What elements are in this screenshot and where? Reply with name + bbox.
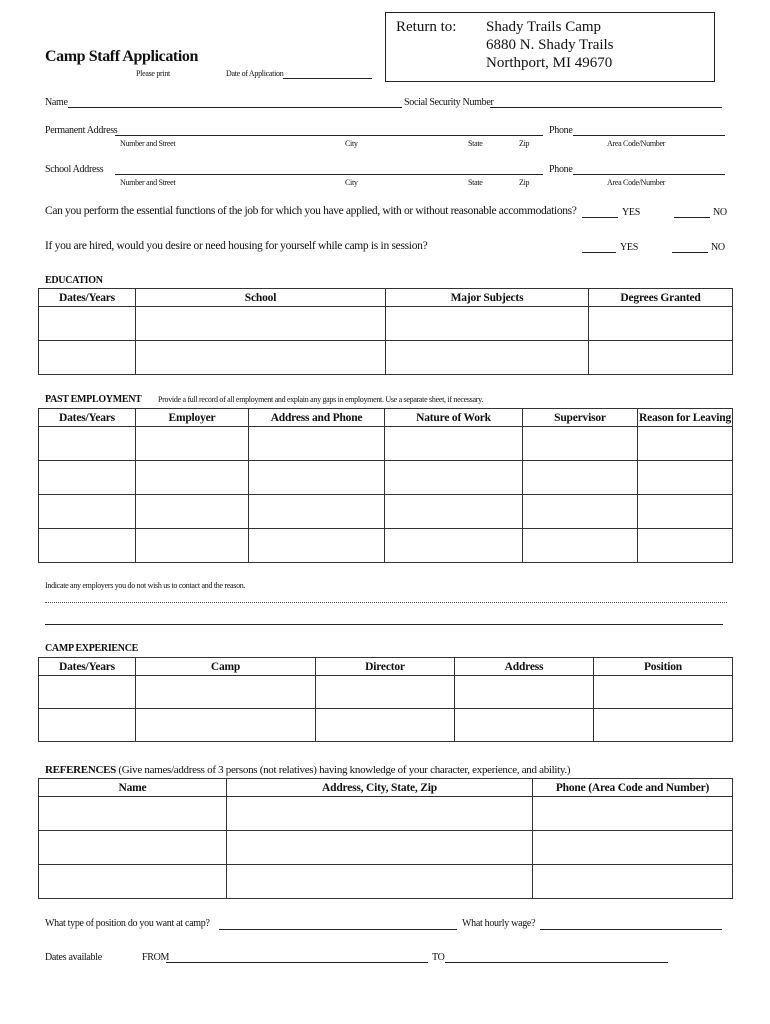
camp-col-dates: Dates/Years (39, 658, 136, 676)
q2-yes-label: YES (620, 242, 638, 253)
table-cell[interactable] (523, 529, 638, 563)
return-line-1: Shady Trails Camp (486, 19, 602, 35)
emp-col-employer: Employer (136, 409, 249, 427)
table-cell[interactable] (136, 427, 249, 461)
position-label: What type of position do you want at camp? (45, 918, 210, 929)
employment-instruction: Provide a full record of all employment and explain any gaps in employment. Use a separate sheet, if necessary. (158, 395, 483, 404)
table-cell[interactable] (638, 461, 733, 495)
table-cell[interactable] (455, 676, 594, 709)
form-title: Camp Staff Application (45, 48, 198, 65)
table-cell[interactable] (523, 427, 638, 461)
dates-available-label: Dates available (45, 952, 102, 963)
references-instruction: (Give names/address of 3 persons (not relatives) having knowledge of your character, experience, and ability.) (118, 764, 571, 776)
employment-table (38, 408, 733, 563)
table-row (39, 865, 733, 899)
table-cell[interactable] (385, 427, 523, 461)
q1-yes-blank[interactable] (582, 217, 618, 218)
return-address-box (385, 12, 715, 82)
table-cell[interactable] (249, 529, 385, 563)
camp-experience-heading: CAMP EXPERIENCE (45, 643, 139, 654)
camp-col-address: Address (455, 658, 594, 676)
table-cell[interactable] (589, 307, 733, 341)
table-cell[interactable] (589, 341, 733, 375)
table-cell[interactable] (136, 307, 386, 341)
question-accommodations: Can you perform the essential functions of the job for which you have applied, with or without reasonable accommodations? (45, 205, 577, 217)
table-cell[interactable] (39, 427, 136, 461)
table-cell[interactable] (136, 529, 249, 563)
table-cell[interactable] (533, 797, 733, 831)
please-print-note: Please print (136, 69, 170, 78)
sub-city: City (345, 178, 358, 187)
table-cell[interactable] (385, 461, 523, 495)
q2-yes-blank[interactable] (582, 252, 616, 253)
table-cell[interactable] (227, 831, 533, 865)
table-cell[interactable] (39, 461, 136, 495)
table-cell[interactable] (523, 461, 638, 495)
ssn-label: Social Security Number (404, 97, 494, 108)
table-cell[interactable] (39, 341, 136, 375)
wage-label: What hourly wage? (462, 918, 536, 929)
edu-col-school: School (136, 289, 386, 307)
references-table (38, 778, 733, 899)
table-cell[interactable] (533, 865, 733, 899)
table-cell[interactable] (533, 831, 733, 865)
table-cell[interactable] (227, 797, 533, 831)
camp-col-director: Director (316, 658, 455, 676)
sub-state: State (468, 139, 483, 148)
table-cell[interactable] (136, 709, 316, 742)
employment-heading: PAST EMPLOYMENT (45, 394, 142, 405)
table-cell[interactable] (594, 676, 733, 709)
emp-col-supervisor: Supervisor (523, 409, 638, 427)
question-housing: If you are hired, would you desire or need housing for yourself while camp is in session? (45, 240, 428, 252)
q2-no-label: NO (711, 242, 725, 253)
emp-col-reason: Reason for Leaving (638, 409, 733, 427)
position-field[interactable] (219, 929, 457, 930)
emp-col-nature: Nature of Work (385, 409, 523, 427)
table-row (39, 709, 733, 742)
table-row (39, 461, 733, 495)
to-field[interactable] (445, 962, 668, 963)
camp-col-camp: Camp (136, 658, 316, 676)
school-address-field[interactable] (115, 174, 543, 175)
table-cell[interactable] (455, 709, 594, 742)
edu-col-major: Major Subjects (386, 289, 589, 307)
table-row (39, 797, 733, 831)
table-cell[interactable] (136, 461, 249, 495)
ref-col-phone: Phone (Area Code and Number) (533, 779, 733, 797)
table-cell[interactable] (136, 495, 249, 529)
sub-zip: Zip (519, 178, 530, 187)
sub-area-code: Area Code/Number (607, 178, 666, 187)
emp-col-dates: Dates/Years (39, 409, 136, 427)
table-cell[interactable] (39, 495, 136, 529)
table-row (39, 427, 733, 461)
sub-number-street: Number and Street (120, 139, 176, 148)
table-cell[interactable] (638, 529, 733, 563)
table-cell[interactable] (316, 676, 455, 709)
sub-area-code: Area Code/Number (607, 139, 666, 148)
permanent-address-field[interactable] (115, 135, 543, 136)
table-cell[interactable] (523, 495, 638, 529)
table-cell[interactable] (39, 307, 136, 341)
table-cell[interactable] (249, 427, 385, 461)
education-heading: EDUCATION (45, 275, 103, 286)
table-cell[interactable] (249, 461, 385, 495)
table-cell[interactable] (39, 676, 136, 709)
name-label: Name (45, 97, 68, 108)
education-table (38, 288, 733, 375)
school-phone-field[interactable] (573, 174, 725, 175)
table-row (39, 495, 733, 529)
table-cell[interactable] (136, 676, 316, 709)
return-to-label: Return to: (396, 19, 457, 35)
q2-no-blank[interactable] (672, 252, 708, 253)
ref-col-name: Name (39, 779, 227, 797)
table-cell[interactable] (316, 709, 455, 742)
date-of-application-field[interactable] (283, 78, 372, 79)
table-cell[interactable] (385, 529, 523, 563)
q1-no-blank[interactable] (674, 217, 710, 218)
name-field[interactable] (68, 107, 402, 108)
school-phone-label: Phone (549, 164, 573, 175)
edu-col-degrees: Degrees Granted (589, 289, 733, 307)
date-of-application-label: Date of Application (226, 69, 284, 78)
sub-number-street: Number and Street (120, 178, 176, 187)
edu-col-dates: Dates/Years (39, 289, 136, 307)
sub-zip: Zip (519, 139, 530, 148)
table-cell[interactable] (227, 865, 533, 899)
table-row (39, 307, 733, 341)
table-cell[interactable] (386, 341, 589, 375)
table-cell[interactable] (638, 495, 733, 529)
q1-yes-label: YES (622, 207, 640, 218)
school-address-label: School Address (45, 164, 104, 175)
permanent-phone-label: Phone (549, 125, 573, 136)
wage-field[interactable] (540, 929, 722, 930)
return-line-3: Northport, MI 49670 (486, 55, 613, 71)
table-row (39, 676, 733, 709)
table-row (39, 831, 733, 865)
sub-state: State (468, 178, 483, 187)
references-heading: REFERENCES (45, 764, 116, 776)
table-cell[interactable] (386, 307, 589, 341)
table-row (39, 341, 733, 375)
table-cell[interactable] (385, 495, 523, 529)
camp-col-position: Position (594, 658, 733, 676)
table-cell[interactable] (39, 529, 136, 563)
from-label: FROM (142, 952, 170, 963)
do-not-contact-line-1[interactable] (45, 602, 727, 603)
table-cell[interactable] (39, 797, 227, 831)
do-not-contact-note: Indicate any employers you do not wish us to contact and the reason. (45, 581, 246, 590)
return-line-2: 6880 N. Shady Trails (486, 37, 614, 53)
from-field[interactable] (166, 962, 428, 963)
to-label: TO (432, 952, 445, 963)
permanent-address-label: Permanent Address (45, 125, 118, 136)
table-row (39, 529, 733, 563)
ref-col-address: Address, City, State, Zip (227, 779, 533, 797)
q1-no-label: NO (713, 207, 727, 218)
table-cell[interactable] (39, 709, 136, 742)
camp-experience-table (38, 657, 733, 742)
ssn-field[interactable] (490, 107, 722, 108)
emp-col-address: Address and Phone (249, 409, 385, 427)
table-cell[interactable] (638, 427, 733, 461)
table-cell[interactable] (594, 709, 733, 742)
permanent-phone-field[interactable] (573, 135, 725, 136)
table-cell[interactable] (136, 341, 386, 375)
table-cell[interactable] (39, 865, 227, 899)
table-cell[interactable] (249, 495, 385, 529)
table-cell[interactable] (39, 831, 227, 865)
references-heading-line (45, 764, 570, 776)
sub-city: City (345, 139, 358, 148)
do-not-contact-line-2[interactable] (45, 624, 723, 625)
